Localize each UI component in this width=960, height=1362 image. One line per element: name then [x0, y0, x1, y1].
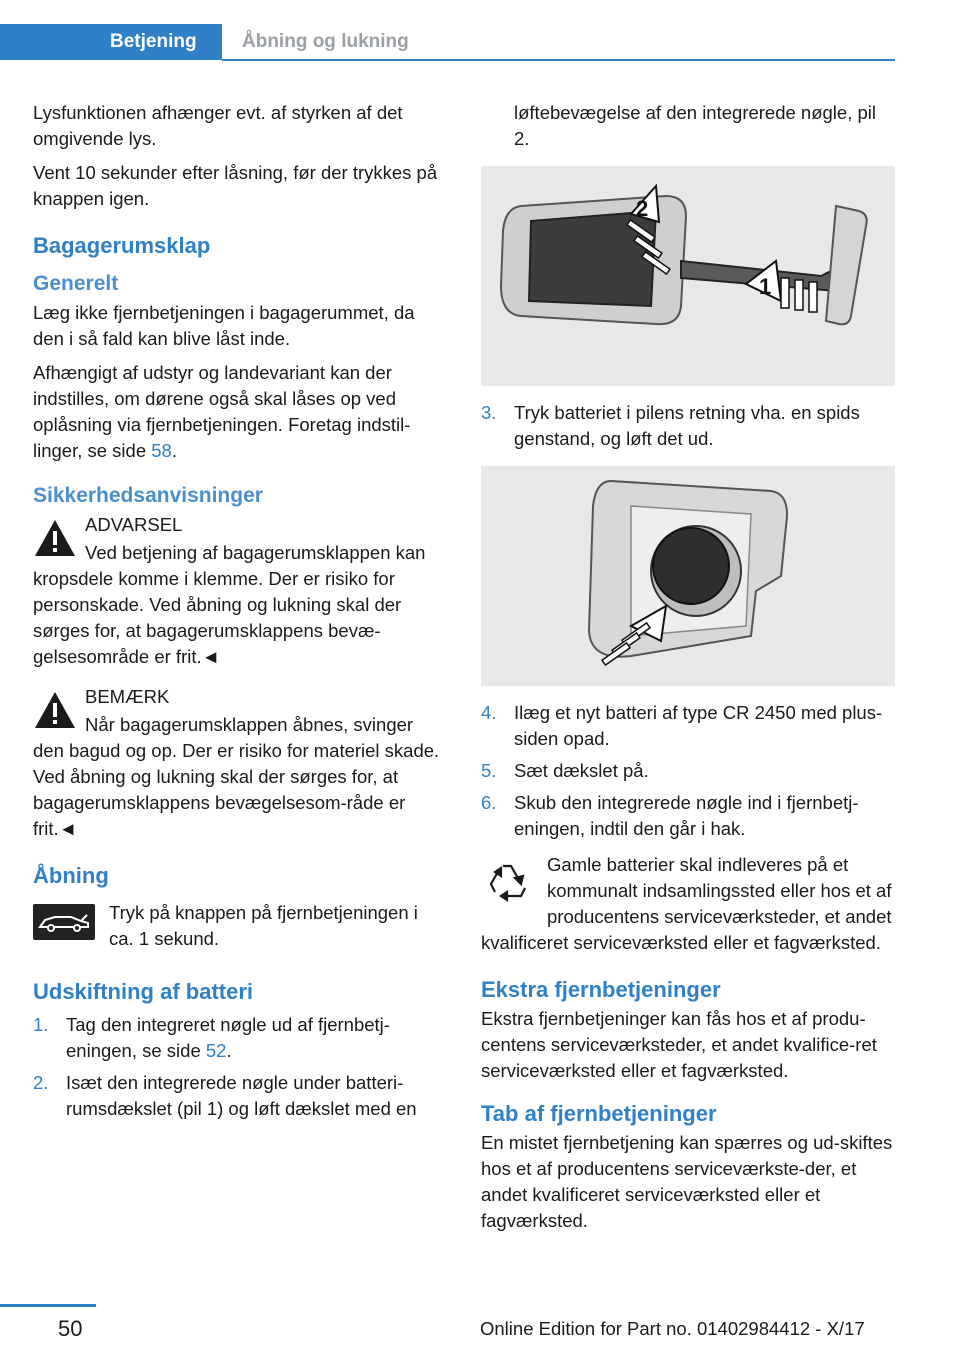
step-number: 1. [33, 1014, 49, 1035]
section-tab-active[interactable]: Betjening [0, 24, 222, 60]
generelt-paragraph-1: Læg ikke fjernbetjeningen i bagagerummet, da den i så fald kan blive låst inde. [33, 302, 415, 349]
tab-text: En mistet fjernbetjening kan spærres og ud‐skiftes hos et af producentens serviceværkste‐der, et andet kvalificeret serviceværksted eller et fagværksted. [481, 1132, 893, 1231]
step-text: Tryk batteriet i pilens retning vha. en spids genstand, og løft det ud. [514, 402, 860, 449]
key-illustration [481, 166, 895, 386]
opening-text: Tryk på knappen på fjernbetjeningen i ca. 1 sekund. [109, 902, 418, 949]
step-text: Sæt dækslet på. [514, 760, 649, 781]
recycle-icon [481, 856, 537, 912]
notice-title: BEMÆRK [85, 686, 170, 707]
intro-paragraph-2: Vent 10 sekunder efter låsning, før der trykkes på knappen igen. [33, 162, 438, 209]
edition-label: Online Edition for Part no. 01402984412 - X/17 [480, 1318, 865, 1339]
heading-generelt: Generelt [33, 272, 119, 295]
notice-body: Når bagagerumsklappen åbnes, svinger den bagud og op. Der er risiko for materiel skade. Ved åbning og lukning skal der sørges for, at bagagerumsklappens bevægelsesom‐råde er frit.◄ [33, 714, 440, 839]
heading-aabning: Åbning [33, 863, 109, 888]
heading-sikkerhed: Sikkerhedsanvisninger [33, 484, 263, 507]
warning-advarsel [33, 512, 447, 670]
warning-bemaerk [33, 684, 447, 842]
step-number: 4. [481, 702, 497, 723]
warning-triangle-icon [33, 690, 77, 730]
step-period: . [226, 1040, 232, 1061]
page-link-58[interactable]: 58 [151, 440, 172, 461]
step-text: Isæt den integrerede nøgle under batteri‐rumsdækslet (pil 1) og løft dækslet med en [66, 1072, 417, 1119]
header-rule [222, 59, 895, 61]
figure-key-cover-removal [481, 166, 895, 386]
list-item [481, 790, 895, 842]
opening-instruction [33, 900, 447, 952]
warning-triangle-icon [33, 518, 77, 558]
battery-illustration [481, 466, 895, 686]
figure-battery-removal [481, 466, 895, 686]
battery-steps-right-a [481, 400, 895, 452]
footer-rule [0, 1304, 96, 1307]
step2-continuation: løftebevægelse af den integrerede nøgle, pil 2. [514, 102, 876, 149]
battery-steps-right-b [481, 700, 895, 842]
section-tab-inactive[interactable]: Åbning og lukning [242, 31, 409, 52]
battery-steps-left [33, 1012, 447, 1122]
step-text: Skub den integrerede nøgle ind i fjernbetj‐eningen, indtil den går i hak. [514, 792, 859, 839]
page-header [0, 24, 895, 62]
arrow-label-1: 1 [759, 274, 772, 299]
step-text: Tag den integreret nøgle ud af fjernbetj‐eningen, se side [66, 1014, 390, 1061]
intro-paragraph-1: Lysfunktionen afhænger evt. af styrken af det omgivende lys. [33, 102, 403, 149]
generelt-period: . [171, 440, 177, 461]
right-column [481, 100, 895, 1242]
list-item [33, 1012, 447, 1064]
ekstra-text: Ekstra fjernbetjeninger kan fås hos et af produ‐centens serviceværksteder, et andet kvalifice‐ret serviceværksted eller et fagværksted. [481, 1008, 877, 1081]
recycling-text: Gamle batterier skal indleveres på et kommunalt indsamlingssted eller hos et af producentens serviceværksteder, et andet kvalificeret serviceværksted eller et fagværksted. [481, 854, 892, 953]
step-number: 2. [33, 1072, 49, 1093]
list-item [33, 1070, 447, 1122]
heading-bagagerumsklap: Bagagerumsklap [33, 233, 211, 258]
heading-tab: Tab af fjernbetjeninger [481, 1101, 717, 1126]
arrow-label-2: 2 [636, 196, 649, 221]
list-item [481, 700, 895, 752]
page-number: 50 [58, 1316, 83, 1341]
page-link-52[interactable]: 52 [205, 1040, 227, 1061]
trunk-open-car-icon [33, 904, 95, 940]
left-column [33, 100, 447, 1128]
heading-ekstra: Ekstra fjernbetjeninger [481, 977, 721, 1002]
list-item [481, 400, 895, 452]
list-item [481, 758, 895, 784]
warning-body: Ved betjening af bagagerumsklappen kan kropsdele komme i klemme. Der er risiko for personskade. Ved åbning og lukning skal der sørges for, at bagagerumsklappens bevæ‐gelsesområde er frit.◄ [33, 542, 426, 667]
step-number: 5. [481, 760, 497, 781]
recycling-note [481, 852, 895, 956]
step-text: Ilæg et nyt batteri af type CR 2450 med plus-siden opad. [514, 702, 883, 749]
step-number: 3. [481, 402, 497, 423]
generelt-paragraph-2 [33, 360, 447, 464]
warning-title: ADVARSEL [85, 514, 183, 535]
generelt-text: Afhængigt af udstyr og landevariant kan der indstilles, om dørene også skal låses op ved oplåsning via fjernbetjeningen. Foretag indstil‐linger, se side [33, 362, 411, 461]
heading-udskiftning: Udskiftning af batteri [33, 979, 254, 1004]
step-number: 6. [481, 792, 497, 813]
